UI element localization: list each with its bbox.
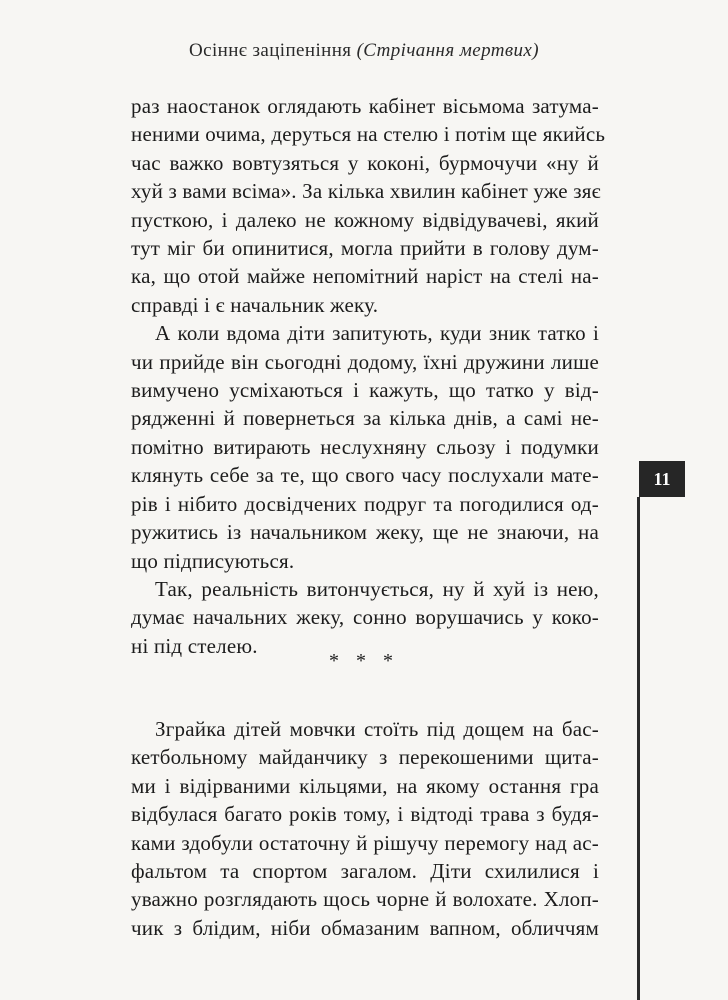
text-block-bottom — [131, 715, 599, 942]
text-line: Так, реальність витончується, ну й хуй із нею, — [155, 576, 599, 601]
page-number-tab: 11 — [639, 461, 685, 497]
text-line: клянуть себе за те, що свого часу послухали мате- — [131, 463, 599, 488]
text-line: рядженні й повернеться за кілька днів, а самі не- — [131, 406, 599, 431]
text-line: рів і нібито досвідчених подруг та погодилися од- — [131, 491, 599, 516]
text-line: що підписуються. — [131, 548, 295, 573]
section-separator: * * * — [329, 650, 399, 672]
text-line: ми і відірваними кільцями, на якому остання гра — [131, 773, 599, 798]
running-head-subtitle: (Стрічання мертвих) — [356, 40, 539, 61]
text-line: хуй з вами всіма». За кілька хвилин кабінет уже зяє — [131, 179, 601, 204]
text-line: А коли вдома діти запитують, куди зник татко і — [155, 321, 599, 346]
text-line: час важко вовтузяться у коконі, бурмочучи «ну й — [131, 150, 599, 175]
text-line: фальтом та спортом загалом. Діти схилилися і — [131, 859, 599, 884]
text-line: Зграйка дітей мовчки стоїть під дощем на бас- — [155, 717, 599, 741]
text-line: кетбольному майданчику з перекошеними щита- — [131, 745, 599, 770]
running-head-title: Осіннє заціпеніння — [189, 40, 352, 61]
running-head — [0, 40, 728, 62]
text-line: чи прийде він сьогодні додому, їхні дружини лише — [131, 349, 599, 374]
text-line: тут міг би опинитися, могла прийти в голову дум- — [131, 236, 599, 261]
text-line: ні під стелею. — [131, 633, 258, 658]
text-line: уважно розглядають щось чорне й волохате. Хлоп- — [131, 887, 599, 912]
page-edge-rule — [637, 497, 640, 1000]
text-line: думає начальних жеку, сонно ворушачись у коко- — [131, 605, 599, 630]
text-line: чик з блідим, ніби обмазаним вапном, обличчям — [131, 915, 599, 940]
text-line: ружитись із начальником жеку, ще не знаючи, на — [131, 520, 599, 545]
text-line: помітно витирають неслухняну сльозу і подумки — [131, 434, 599, 459]
text-line: неними очима, деруться на стелю і потім ще якийсь — [131, 122, 606, 147]
text-line: пусткою, і далеко не кожному відвідувачеві, який — [131, 207, 599, 232]
text-line: вимучено усміхаються і кажуть, що татко у від- — [131, 378, 599, 403]
text-line: ками здобули остаточну й рішучу перемогу над ас- — [131, 830, 599, 855]
text-line: справді і є начальник жеку. — [131, 292, 379, 317]
text-block-top — [131, 92, 606, 660]
text-line: відбулася багато років тому, і відтоді трава з будя- — [131, 802, 599, 827]
text-line: раз наостанок оглядають кабінет вісьмома затума- — [131, 94, 599, 118]
text-line: ка, що отой майже непомітний наріст на стелі на- — [131, 264, 599, 289]
